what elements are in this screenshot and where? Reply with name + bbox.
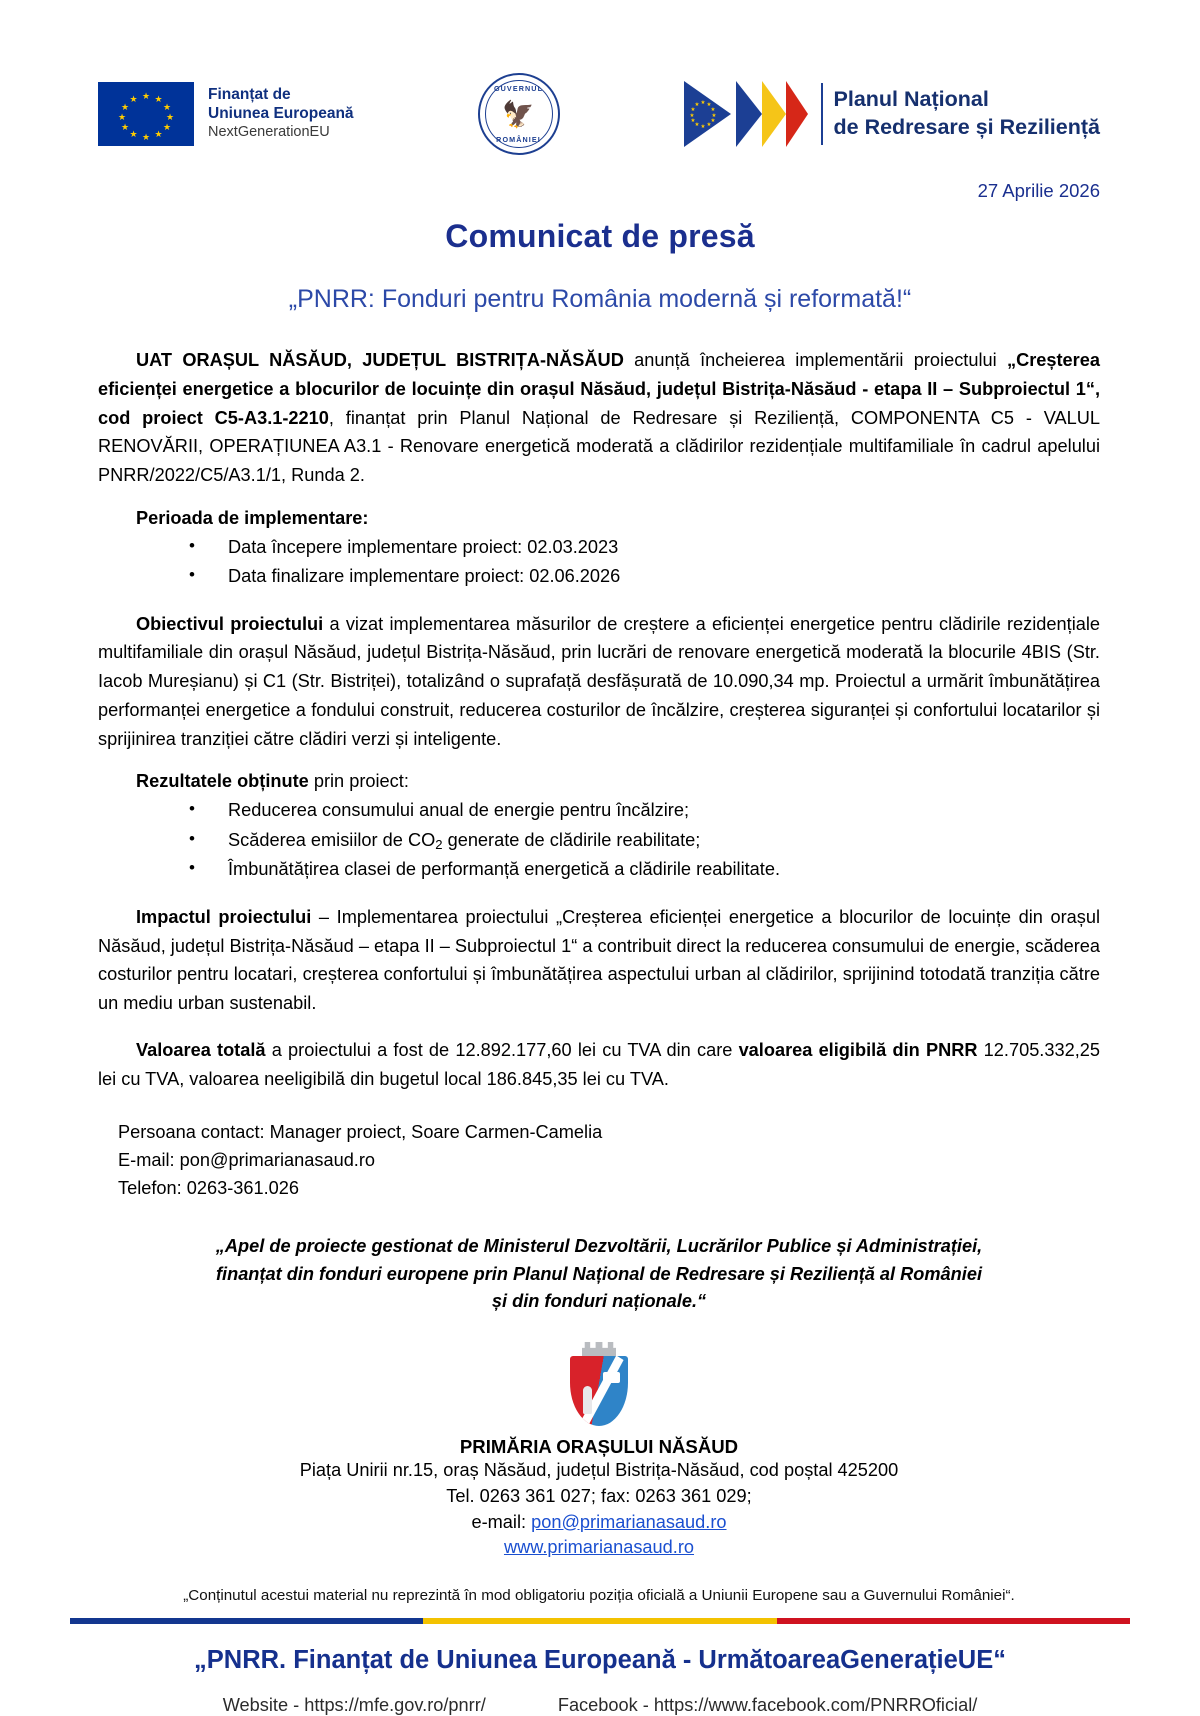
footer-website-link[interactable]: Website - https://mfe.gov.ro/pnrr/ [222,1695,486,1716]
intro-after-lead: anunță încheierea implementării proiectului [623,350,1007,370]
co2-subscript: 2 [435,836,443,852]
crest-book-icon [603,1372,620,1383]
crest-crown [582,1342,616,1357]
pnrr-divider [821,83,823,145]
value-eligible-label: valoarea eligibilă din PNRR [738,1039,978,1060]
funding-note-line1: „Apel de proiecte gestionat de Ministerul Dezvoltării, Lucrărilor Publice și Administrației, [215,1235,983,1256]
results-label: Rezultatele obținute [136,771,309,792]
institution-email-link[interactable]: pon@primarianasaud.ro [531,1511,727,1532]
crest-shield [570,1356,628,1426]
pnrr-logo [684,81,1100,147]
impact-paragraph [98,903,1100,1018]
funding-note [98,1233,1100,1316]
value-mid-text: a proiectului a fost de 12.892.177,60 lei cu TVA din care [265,1039,739,1060]
list-item [226,826,1100,855]
arrow-eu-stars-icon [684,81,731,147]
co2-suffix: generate de clădirile reabilitate; [442,829,701,850]
institution-email-row [98,1510,1100,1536]
logo-header [0,0,1200,170]
arrow-stars-circle: ★ ★ ★ ★ ★ ★ ★ ★ ★ ★ ★ ★ [689,100,717,130]
nasaud-coat-of-arms-icon [570,1342,628,1426]
results-label-rest: prin proiect: [308,771,409,792]
arrow-red-icon [786,81,808,147]
institution-name: PRIMĂRIA ORAȘULUI NĂSĂUD [459,1435,739,1457]
pnrr-logo-line2: de Redresare și Reziliență [833,115,1100,139]
pnrr-arrows-icon [684,81,808,147]
value-paragraph [98,1036,1100,1094]
footer-facebook-link[interactable]: Facebook - https://www.facebook.com/PNRROficial/ [557,1695,978,1716]
contact-block [118,1119,1100,1203]
implementation-period-heading: Perioada de implementare: [136,507,369,528]
institution-email-label: e-mail: [471,1511,532,1532]
arrow-yellow-icon [762,81,786,147]
impact-text: – Implementarea proiectului „Creșterea eficienței energetice a blocurilor de locuințe din orașul Năsăud, județul Bistrița-Năsăud – etapa II – Subproiectul 1“ a contribuit direct la reducerea consumului de energie, scăderea costurilor pentru locatari, creșterea confortului și îmbunătățirea aspectului urban al clădirilor, sprijinind totodată tranziția către un mediu urban sustenabil. [98,906,1100,1014]
page-title: Comunicat de presă [445,218,755,254]
contact-phone: Telefon: 0263-361.026 [118,1178,300,1199]
eu-disclaimer: „Conținutul acestui material nu reprezintă în mod obligatoriu poziția oficială a Uniunii Europene sau a Guvernului României“. [183,1587,1015,1605]
value-label: Valoarea totală [136,1039,266,1060]
government-of-romania-seal-icon [478,73,560,155]
page-subtitle: „PNRR: Fonduri pentru România modernă și reformată!“ [288,285,912,313]
funding-note-line2: finanțat din fonduri europene prin Planul Național de Redresare și Reziliență al României [215,1263,983,1284]
pnrr-logo-text [834,86,1100,142]
list-item: • Data finalizare implementare proiect: 02.06.2026 [226,562,1100,591]
pnrr-logo-line1: Planul Național [833,87,989,112]
institution-address: Piața Unirii nr.15, oraș Năsăud, județul Bistrița-Năsăud, cod poștal 425200 [299,1459,899,1480]
intro-project-title: „Creșterea eficienței energetice a blocurilor de locuințe din orașul Năsăud, județul Bistrița-Năsăud - etapa II – Subproiectul 1“, cod proiect C5-A3.1-2210 [98,350,1100,428]
contact-email: E-mail: pon@primarianasaud.ro [118,1150,376,1171]
implementation-period-list [98,533,1100,592]
document-body [0,346,1200,1604]
objective-label: Obiectivul proiectului [136,613,324,634]
institution-website-row [98,1535,1100,1561]
eu-flag-icon: ★ ★ ★ ★ ★ ★ ★ ★ ★ ★ ★ ★ [98,82,194,146]
eu-logo-line1: Finanțat de [208,86,291,104]
results-heading [136,771,1100,792]
intro-tail: , finanțat prin Planul Național de Redresare și Reziliență, COMPONENTA C5 - VALUL RENOVĂRII, OPERAȚIUNEA A3.1 - Renovare energetică moderată a clădirilor rezidențiale multifamiliale în cadrul apelului PNRR/2022/C5/A3.1/1, Runda 2. [98,407,1100,485]
co2-prefix: Scăderea emisiilor de CO [228,829,436,850]
eu-logo-text [208,86,354,142]
flag-blue-band [70,1618,423,1624]
footer-headline: „PNRR. Finanțat de Uniunea Europeană - UrmătoareaGenerațieUE“ [194,1646,1006,1675]
nasaud-coat-of-arms-wrap [98,1342,1100,1426]
flag-red-band [777,1618,1130,1624]
romanian-flag-divider [70,1618,1130,1624]
seal-eagle-icon: 🦅 [502,99,535,129]
seal-top-text: GUVERNUL [493,84,544,93]
intro-lead-bold: UAT ORAȘUL NĂSĂUD, JUDEȚUL BISTRIȚA-NĂSĂUD [136,350,624,370]
crest-figure-icon [583,1386,592,1414]
contact-person: Persoana contact: Manager proiect, Soare Carmen-Camelia [118,1122,603,1143]
list-item: • Îmbunătățirea clasei de performanță energetică a clădirile reabilitate. [226,855,1100,884]
intro-paragraph [98,346,1100,490]
flag-yellow-band [423,1618,776,1624]
list-item: • Data începere implementare proiect: 02.03.2023 [226,533,1100,562]
objective-text: a vizat implementarea măsurilor de creștere a eficienței energetice pentru clădirile rezidențiale multifamiliale din orașul Năsăud, județul Bistrița-Năsăud, prin lucrări de renovare energetică moderată la blocurile 4BIS (Str. Iacob Mureșianu) și C1 (Str. Bistriței), totalizând o suprafață desfășurată de 10.090,34 mp. Proiectul a urmărit îmbunătățirea performanței energetice a fondului construit, reducerea costurilor de încălzire, creșterea siguranței și confortului locatarilor și sprijinirea tranziției către clădiri verzi și inteligente. [98,613,1101,749]
results-list [98,796,1100,884]
arrow-blue-icon [736,81,762,147]
eu-funding-logo [98,82,354,146]
institution-phones: Tel. 0263 361 027; fax: 0263 361 029; [446,1485,752,1506]
seal-bottom-text: ROMÂNIEI [496,135,541,144]
eu-logo-line2: Uniunea Europeană [208,105,354,123]
document-date: 27 Aprilie 2026 [977,180,1100,201]
footer-links [0,1695,1200,1716]
institution-website-link[interactable]: www.primarianasaud.ro [503,1537,695,1558]
crest-wave [570,1356,628,1426]
impact-label: Impactul proiectului [136,906,312,927]
eu-logo-line3: NextGenerationEU [208,124,330,141]
list-item: • Reducerea consumului anual de energie pentru încălzire; [226,796,1100,825]
value-tail: 12.705.332,25 lei cu TVA, valoarea neeligibilă din bugetul local 186.845,35 lei cu TVA. [98,1039,1100,1089]
objective-paragraph [98,610,1100,754]
funding-note-line3: și din fonduri naționale.“ [491,1291,707,1312]
